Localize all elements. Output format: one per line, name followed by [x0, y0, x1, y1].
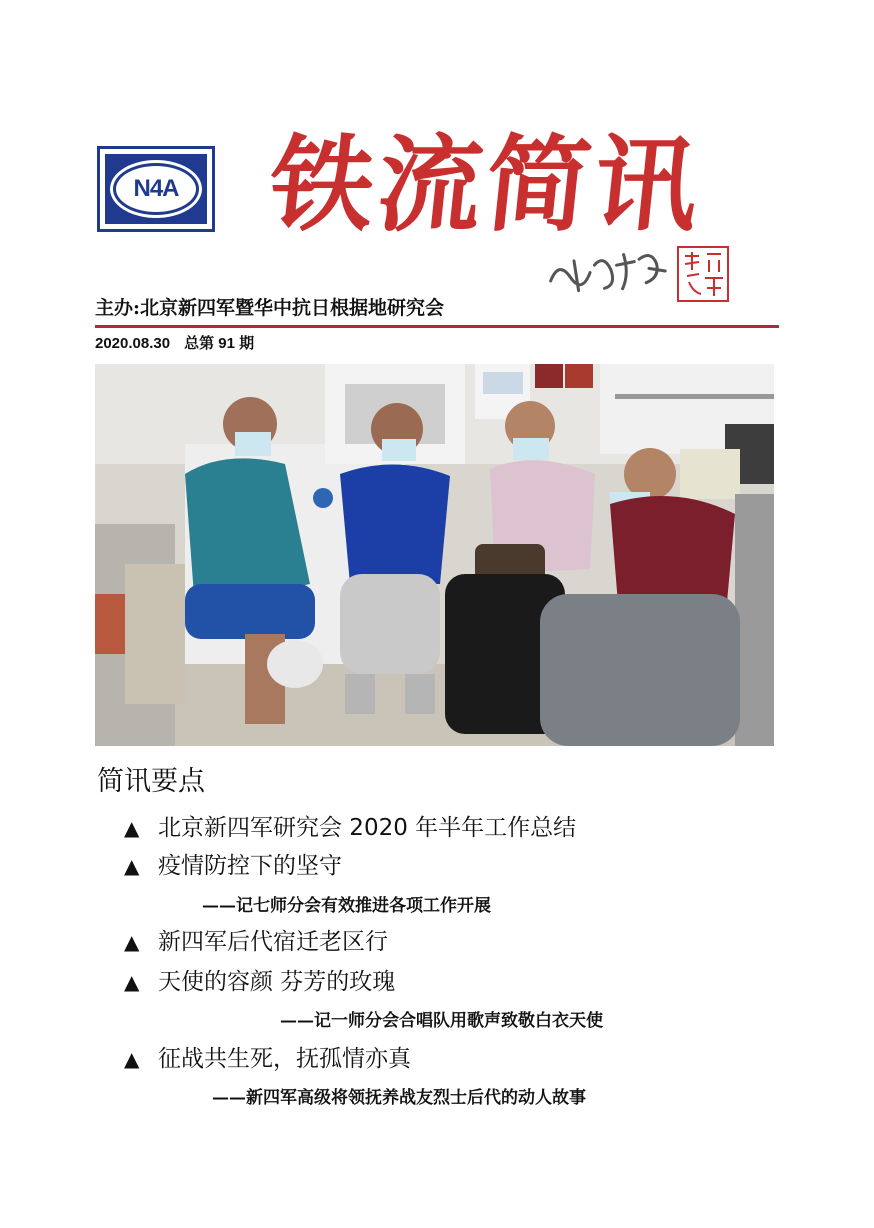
highlight-item-4 [124, 966, 395, 998]
highlight-title: 天使的容颜 芬芳的玫瑰 [158, 969, 396, 995]
bullet-triangle-icon: ▲ [124, 970, 140, 994]
highlight-item-1 [124, 812, 576, 844]
sponsor-line: 主办:北京新四军暨华中抗日根据地研究会 [95, 297, 445, 319]
highlight-item-3 [124, 926, 388, 958]
n4a-logo [97, 146, 215, 232]
highlights-heading: 简讯要点 [97, 766, 205, 797]
highlight-subtitle: ——记一师分会合唱队用歌声致敬白衣天使 [280, 1011, 603, 1031]
logo-text: N4A [113, 163, 199, 215]
highlight-item-5 [124, 1043, 411, 1075]
masthead-title: 铁流简讯 [263, 123, 709, 246]
highlight-title: 北京新四军研究会 2020 年半年工作总结 [158, 815, 577, 841]
highlight-item-2 [124, 850, 342, 882]
issue-number: 总第 91 期 [184, 335, 255, 352]
highlight-title: 新四军后代宿迁老区行 [158, 929, 388, 955]
highlight-subtitle: ——新四军高级将领抚养战友烈士后代的动人故事 [212, 1088, 586, 1108]
bullet-triangle-icon: ▲ [124, 816, 140, 840]
bullet-triangle-icon: ▲ [124, 930, 140, 954]
highlight-title: 征战共生死，抚孤情亦真 [158, 1046, 411, 1072]
cover-photo [95, 364, 774, 746]
header-divider [95, 325, 779, 328]
logo-background [105, 154, 207, 224]
bullet-triangle-icon: ▲ [124, 854, 140, 878]
issue-date: 2020.08.30 [95, 335, 171, 352]
highlight-title: 疫情防控下的坚守 [158, 853, 342, 879]
bullet-triangle-icon: ▲ [124, 1047, 140, 1071]
calligraphy-signature [543, 241, 672, 302]
red-seal-stamp [677, 246, 729, 302]
highlight-subtitle: ——记七师分会有效推进各项工作开展 [202, 896, 491, 916]
issue-info [95, 333, 254, 355]
